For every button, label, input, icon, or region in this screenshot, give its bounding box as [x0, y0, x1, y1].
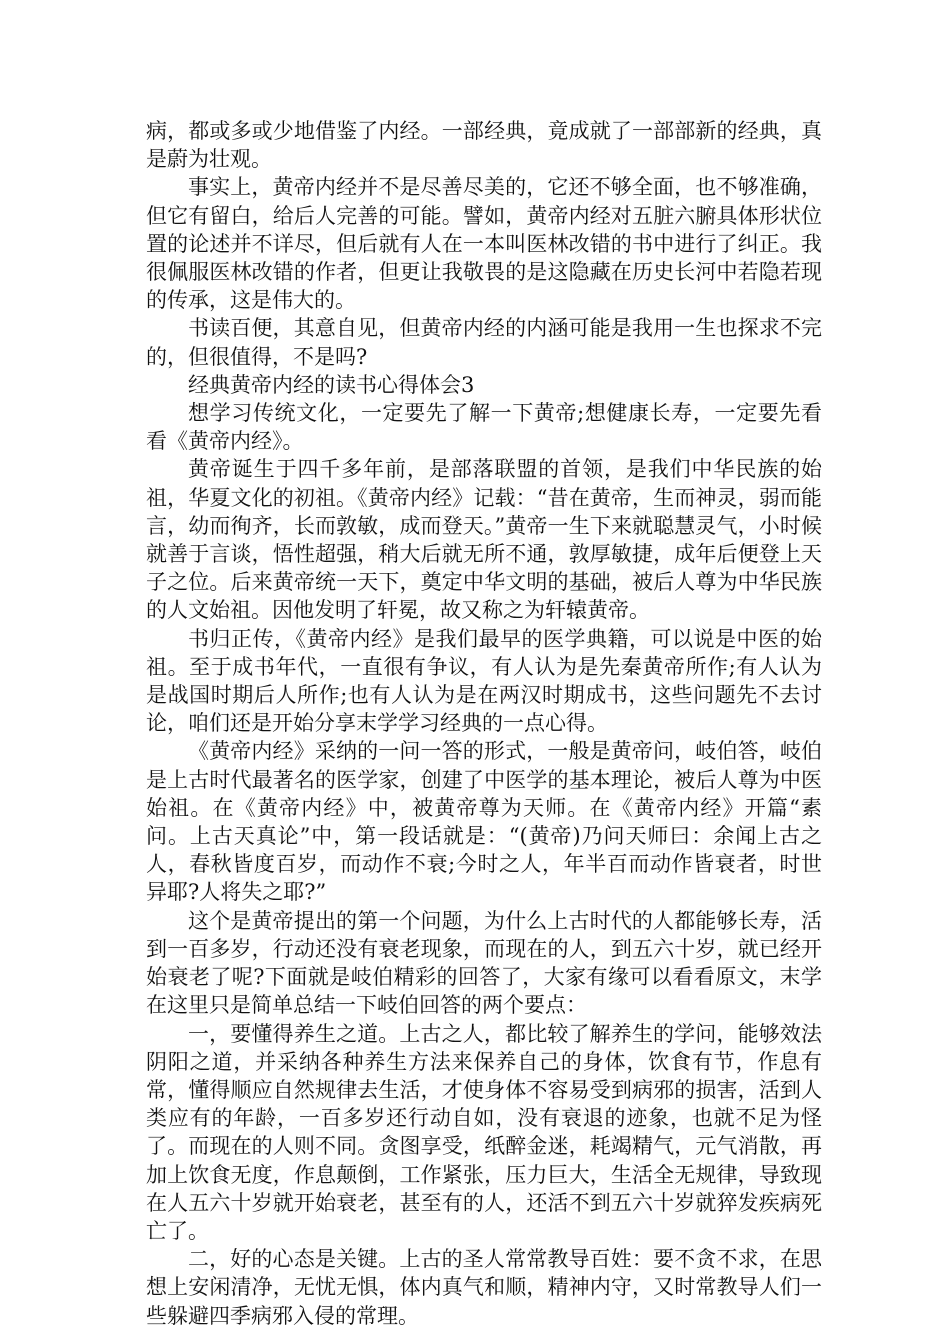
paragraph-4: 想学习传统文化，一定要先了解一下黄帝;想健康长寿，一定要先看看《黄帝内经》。	[146, 401, 822, 454]
document-body	[146, 117, 822, 1330]
paragraph-2: 事实上，黄帝内经并不是尽善尽美的，它还不够全面，也不够准确，但它有留白，给后人完善的可能。譬如，黄帝内经对五脏六腑具体形状位置的论述并不详尽，但后就有人在一本叫医林改错的书中进行了纠正。我很佩服医林改错的作者，但更让我敬畏的是这隐藏在历史长河中若隐若现的传承，这是伟大的。	[146, 175, 822, 313]
paragraph-7: 《黄帝内经》采纳的一问一答的形式，一般是黄帝问，岐伯答，岐伯是上古时代最著名的医学家，创建了中医学的基本理论，被后人尊为中医始祖。在《黄帝内经》中，被黄帝尊为天师。在《黄帝内经》开篇“素问。上古天真论”中，第一段话就是：“(黄帝)乃问天师曰：余闻上古之人，春秋皆度百岁，而动作不衰;今时之人，年半百而动作皆衰者，时世异耶?人将失之耶?”	[146, 739, 822, 905]
paragraph-10: 二，好的心态是关键。上古的圣人常常教导百姓：要不贪不求，在思想上安闲清净，无忧无惧，体内真气和顺，精神内守，又时常教导人们一些躲避四季病邪入侵的常理。	[146, 1247, 822, 1328]
paragraph-3: 书读百便，其意自见，但黄帝内经的内涵可能是我用一生也探求不完的，但很值得，不是吗?	[146, 316, 822, 369]
paragraph-1: 病，都或多或少地借鉴了内经。一部经典，竟成就了一部部新的经典，真是蔚为壮观。	[146, 119, 822, 172]
paragraph-9: 一，要懂得养生之道。上古之人，都比较了解养生的学问，能够效法阴阳之道，并采纳各种养生方法来保养自己的身体，饮食有节，作息有常，懂得顺应自然规律去生活，才使身体不容易受到病邪的损害，活到人类应有的年龄，一百多岁还行动自如，没有衰退的迹象，也就不足为怪了。而现在的人则不同。贪图享受，纸醉金迷，耗竭精气，元气消散，再加上饮食无度，作息颠倒，工作紧张，压力巨大，生活全无规律，导致现在人五六十岁就开始衰老，甚至有的人，还活不到五六十岁就猝发疾病死亡了。	[146, 1021, 822, 1243]
section-heading: 经典黄帝内经的读书心得体会3	[188, 372, 475, 397]
paragraph-8: 这个是黄帝提出的第一个问题，为什么上古时代的人都能够长寿，活到一百多岁，行动还没有衰老现象，而现在的人，到五六十岁，就已经开始衰老了呢?下面就是岐伯精彩的回答了，大家有缘可以看看原文，末学在这里只是简单总结一下岐伯回答的两个要点：	[146, 908, 822, 1018]
paragraph-5: 黄帝诞生于四千多年前，是部落联盟的首领，是我们中华民族的始祖，华夏文化的初祖。《黄帝内经》记载：“昔在黄帝，生而神灵，弱而能言，幼而徇齐，长而敦敏，成而登天。”黄帝一生下来就聪慧灵气，小时候就善于言谈，悟性超强，稍大后就无所不通，敦厚敏捷，成年后便登上天子之位。后来黄帝统一天下，奠定中华文明的基础，被后人尊为中华民族的人文始祖。因他发明了轩冕，故又称之为轩辕黄帝。	[146, 457, 822, 623]
paragraph-6: 书归正传，《黄帝内经》是我们最早的医学典籍，可以说是中医的始祖。至于成书年代，一直很有争议，有人认为是先秦黄帝所作;有人认为是战国时期后人所作;也有人认为是在两汉时期成书，这些问题先不去讨论，咱们还是开始分享末学学习经典的一点心得。	[146, 626, 822, 736]
